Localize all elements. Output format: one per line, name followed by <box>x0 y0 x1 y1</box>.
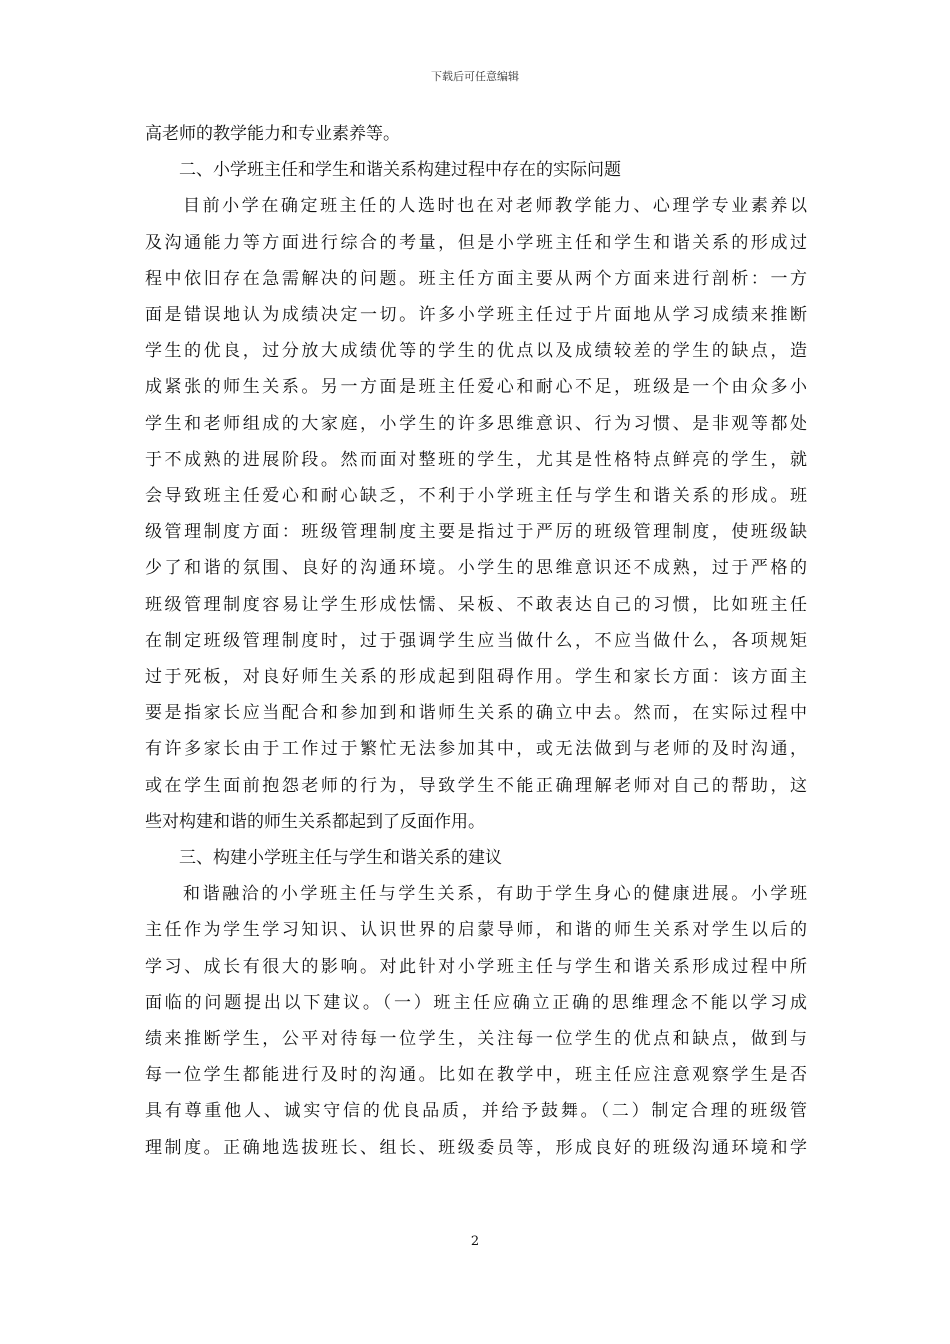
paragraph-line: 有许多家长由于工作过于繁忙无法参加其中，或无法做到与老师的及时沟通， <box>145 739 807 760</box>
paragraph-line: 班级管理制度容易让学生形成怯懦、呆板、不敢表达自己的习惯，比如班主任 <box>145 594 807 615</box>
paragraph-line: 些对构建和谐的师生关系都起到了反面作用。 <box>145 811 485 832</box>
section-heading: 二、小学班主任和学生和谐关系构建过程中存在的实际问题 <box>179 160 621 181</box>
paragraph-line: 绩来推断学生，公平对待每一位学生，关注每一位学生的优点和缺点，做到与 <box>145 1029 807 1050</box>
paragraph-line: 学生的优良，过分放大成绩优等的学生的优点以及成绩较差的学生的缺点，造 <box>145 341 807 362</box>
paragraph-line: 或在学生面前抱怨老师的行为，导致学生不能正确理解老师对自己的帮助，这 <box>145 775 807 796</box>
paragraph-line: 理制度。正确地选拔班长、组长、班级委员等，形成良好的班级沟通环境和学 <box>145 1137 807 1158</box>
section-heading: 三、构建小学班主任与学生和谐关系的建议 <box>179 848 502 869</box>
paragraph-line: 高老师的教学能力和专业素养等。 <box>145 124 400 144</box>
paragraph-line: 过于死板，对良好师生关系的形成起到阻碍作用。学生和家长方面：该方面主 <box>145 667 807 688</box>
paragraph-line: 要是指家长应当配合和参加到和谐师生关系的确立中去。然而，在实际过程中 <box>145 703 807 724</box>
page-header: 下载后可任意编辑 <box>431 70 519 83</box>
paragraph-line: 和谐融洽的小学班主任与学生关系，有助于学生身心的健康进展。小学班 <box>183 884 807 905</box>
paragraph-line: 目前小学在确定班主任的人选时也在对老师教学能力、心理学专业素养以 <box>183 196 807 217</box>
paragraph-line: 程中依旧存在急需解决的问题。班主任方面主要从两个方面来进行剖析：一方 <box>145 268 807 289</box>
paragraph-line: 于不成熟的进展阶段。然而面对整班的学生，尤其是性格特点鲜亮的学生，就 <box>145 449 807 470</box>
paragraph-line: 成紧张的师生关系。另一方面是班主任爱心和耐心不足，班级是一个由众多小 <box>145 377 807 398</box>
paragraph-line: 具有尊重他人、诚实守信的优良品质，并给予鼓舞。（二）制定合理的班级管 <box>145 1101 807 1122</box>
paragraph-line: 及沟通能力等方面进行综合的考量，但是小学班主任和学生和谐关系的形成过 <box>145 232 807 253</box>
page-number: 2 <box>470 1234 480 1249</box>
document-body <box>145 116 807 1166</box>
paragraph-line: 在制定班级管理制度时，过于强调学生应当做什么，不应当做什么，各项规矩 <box>145 630 807 651</box>
paragraph-line: 少了和谐的氛围、良好的沟通环境。小学生的思维意识还不成熟，过于严格的 <box>145 558 807 579</box>
paragraph-line: 主任作为学生学习知识、认识世界的启蒙导师，和谐的师生关系对学生以后的 <box>145 920 807 941</box>
paragraph-line: 每一位学生都能进行及时的沟通。比如在教学中，班主任应注意观察学生是否 <box>145 1065 807 1086</box>
paragraph-line: 级管理制度方面：班级管理制度主要是指过于严厉的班级管理制度，使班级缺 <box>145 522 807 543</box>
paragraph-line: 面是错误地认为成绩决定一切。许多小学班主任过于片面地从学习成绩来推断 <box>145 305 807 326</box>
paragraph-line: 学习、成长有很大的影响。对此针对小学班主任与学生和谐关系形成过程中所 <box>145 956 807 977</box>
paragraph-line: 面临的问题提出以下建议。（一）班主任应确立正确的思维理念不能以学习成 <box>145 992 807 1013</box>
paragraph-line: 学生和老师组成的大家庭，小学生的许多思维意识、行为习惯、是非观等都处 <box>145 413 807 434</box>
paragraph-line: 会导致班主任爱心和耐心缺乏，不利于小学班主任与学生和谐关系的形成。班 <box>145 486 807 507</box>
